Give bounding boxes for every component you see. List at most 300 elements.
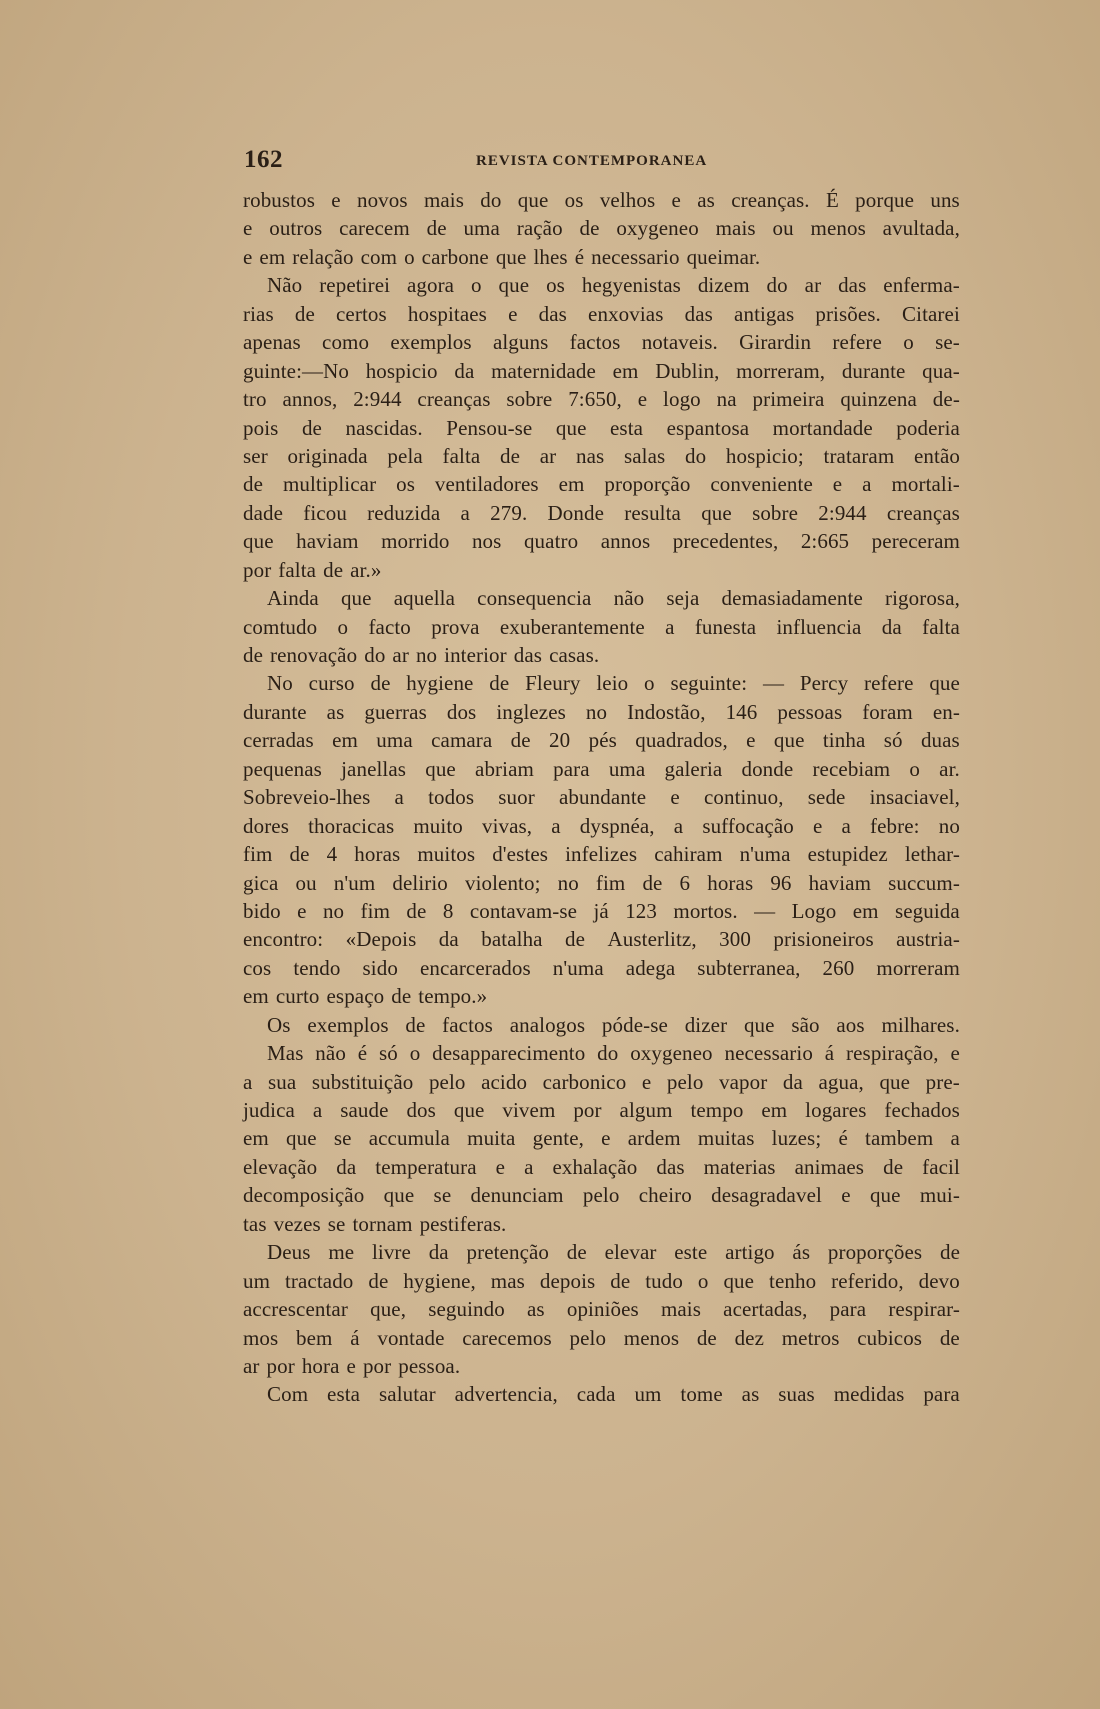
word: espantosa (666, 415, 750, 440)
word: galeria (664, 756, 723, 781)
word: oxygeneo (630, 1041, 713, 1066)
word: cheiro (638, 1183, 692, 1208)
word: para (829, 1297, 867, 1322)
word: da (336, 1154, 357, 1179)
word: annos (600, 529, 651, 554)
word: resulta (624, 500, 681, 525)
word: da (438, 927, 459, 952)
word: que (869, 1183, 901, 1208)
word: refere (832, 330, 882, 355)
word: o (337, 614, 349, 639)
word: materias (703, 1154, 776, 1179)
word: que (555, 415, 587, 440)
word: se (333, 1126, 352, 1151)
word: de (368, 1268, 389, 1293)
word: novos (356, 188, 408, 212)
word: me (328, 1240, 355, 1265)
word: guerras (364, 699, 427, 724)
word: facto (368, 614, 411, 639)
word: as (527, 1297, 545, 1322)
word: 300 (719, 927, 751, 952)
word: dyspnéa, (579, 813, 655, 838)
word: enxovias (588, 301, 664, 326)
word: creanças (886, 500, 960, 525)
word: Indostão, (627, 699, 706, 724)
word: logo (663, 387, 701, 412)
word: multiplicar (282, 472, 377, 497)
word: haviam (808, 870, 872, 895)
word: «Depois (345, 927, 417, 952)
word: haviam (296, 529, 359, 554)
word: recebiam (812, 756, 891, 781)
word: desagradavel (711, 1183, 822, 1208)
word: factos (442, 1012, 493, 1037)
word: sobre (752, 500, 799, 525)
word: suas (778, 1382, 815, 1407)
word: salutar (379, 1382, 436, 1407)
word: Com (267, 1382, 309, 1407)
word: esta (610, 415, 644, 440)
word: por (266, 1353, 295, 1378)
word: decomposição (243, 1183, 365, 1208)
word: tro (243, 387, 267, 412)
word: vapor (718, 1069, 768, 1094)
word: e (495, 1154, 506, 1179)
word: de (566, 1240, 587, 1265)
text-line (243, 925, 960, 953)
word: violento; (464, 870, 541, 895)
word: ar.» (350, 557, 382, 582)
word: é (574, 244, 585, 269)
word: todos (428, 785, 475, 810)
word: annos, (282, 387, 338, 412)
word: quatro (523, 529, 579, 554)
word: ventiladores (434, 472, 539, 497)
word: de (294, 301, 315, 326)
word: 146 (725, 699, 758, 724)
word: respirar- (888, 1297, 960, 1322)
word: como (322, 330, 370, 355)
word: abriam (475, 756, 534, 781)
word: de (642, 870, 663, 895)
word: não (315, 1041, 346, 1066)
word: tornam (352, 1211, 413, 1236)
word: robustos (243, 188, 315, 212)
word: e (331, 188, 341, 212)
word: exuberantemente (499, 614, 645, 639)
word: a (665, 614, 675, 639)
word: maternidade (491, 358, 596, 383)
word: 2:944 (353, 387, 402, 412)
word: seja (666, 586, 700, 611)
word: e (346, 1353, 356, 1378)
word: de (579, 216, 600, 241)
word: se (433, 1183, 452, 1208)
word: que (773, 728, 805, 753)
word: enferma- (883, 273, 960, 298)
word: antigas (734, 301, 795, 326)
word: vivas, (481, 813, 533, 838)
word: as (741, 1382, 760, 1407)
word: só (883, 728, 903, 753)
text-line (243, 385, 960, 413)
word: os (564, 188, 584, 212)
word: accrescentar (243, 1297, 348, 1322)
word: dos (406, 1098, 436, 1122)
word: sobre (506, 387, 553, 412)
text-line (243, 414, 960, 442)
text-line (243, 954, 960, 982)
word: pessoa. (398, 1353, 461, 1378)
word: ou (772, 216, 794, 241)
word: do (766, 273, 788, 298)
word: tudo (645, 1268, 683, 1293)
word: n'um (333, 870, 376, 895)
word: horas (354, 842, 401, 867)
word: do (597, 1041, 619, 1066)
word: das (538, 301, 567, 326)
word: facil (922, 1154, 960, 1179)
word: se- (935, 330, 960, 355)
word: 7:650, (568, 387, 622, 412)
text-line (243, 1096, 960, 1124)
word: que (498, 273, 530, 298)
word: devo (918, 1268, 960, 1293)
word: morrido (381, 529, 450, 554)
word: o (903, 330, 914, 355)
word: judica (243, 1098, 295, 1122)
word: 279. (490, 500, 528, 525)
word: 8 (442, 898, 454, 923)
word: febre: (870, 813, 920, 838)
word: o (409, 1041, 421, 1066)
word: ar (392, 643, 409, 667)
word: de (610, 1268, 631, 1293)
word: e (841, 1183, 851, 1208)
word: a (862, 472, 872, 497)
text-line (243, 1068, 960, 1096)
word: por (243, 557, 272, 582)
word: do (685, 443, 707, 468)
word: leio (596, 671, 629, 696)
word: dizem (697, 273, 750, 298)
text-line (243, 1295, 960, 1323)
word: que (425, 756, 456, 781)
word: Pensou-se (446, 415, 533, 440)
word: cahiram (654, 842, 723, 867)
word: abundante (559, 785, 647, 810)
text-line (243, 442, 960, 470)
word: nascidas. (345, 415, 423, 440)
word: adega (625, 955, 676, 980)
word: falta (922, 614, 960, 639)
word: nas (575, 443, 605, 468)
word: de (405, 1012, 426, 1037)
word: já (593, 898, 609, 923)
word: das (656, 1154, 685, 1179)
word: e (637, 387, 648, 412)
word: luzes; (771, 1126, 822, 1151)
word: da (454, 358, 475, 383)
text-line (243, 243, 960, 271)
word: conveniente (710, 472, 813, 497)
page-header (244, 146, 958, 176)
text-line (243, 186, 960, 214)
word: Deus (267, 1240, 311, 1265)
word: livre (371, 1240, 411, 1265)
word: mais (660, 1297, 702, 1322)
word: e (950, 1041, 960, 1066)
word: carecemos (462, 1325, 552, 1350)
word: uma (463, 216, 500, 241)
word: a (312, 1098, 323, 1122)
text-line (243, 271, 960, 299)
word: em (332, 728, 358, 753)
word: proporção (604, 472, 691, 497)
word: en- (932, 699, 960, 724)
word: ar (539, 443, 557, 468)
word: mas (490, 1268, 525, 1293)
word: dade (243, 500, 284, 525)
word: fim (360, 898, 391, 923)
word: saude (340, 1098, 389, 1122)
word: que (743, 1012, 775, 1037)
word: creanças (417, 387, 491, 412)
word: seguindo (428, 1297, 505, 1322)
word: — (754, 898, 776, 923)
word: guinte:—No (243, 358, 349, 383)
word: hospicio; (725, 443, 804, 468)
word: um (243, 1268, 271, 1293)
word: menos (810, 216, 866, 241)
word: tempo.» (418, 984, 488, 1009)
word: os (546, 273, 565, 298)
word: reduzida (367, 500, 441, 525)
word: e (832, 472, 843, 497)
word: 96 (770, 870, 792, 895)
word: muitas (697, 1126, 755, 1151)
word: necessario (591, 244, 680, 269)
word: de- (932, 387, 960, 412)
word: influencia (776, 614, 862, 639)
text-line (243, 1324, 960, 1352)
word: austria- (896, 927, 960, 952)
text-line (243, 1124, 960, 1152)
word: casas. (549, 643, 600, 667)
word: succum- (888, 870, 960, 895)
word: foram (862, 699, 913, 724)
text-line (243, 698, 960, 726)
word: a (243, 1069, 253, 1094)
word: curso (308, 671, 355, 696)
word: certos (336, 301, 387, 326)
word: e (601, 1126, 611, 1151)
word: seguinte: (670, 671, 748, 696)
word: de (301, 415, 322, 440)
word: o (404, 244, 415, 269)
body-text (243, 186, 960, 1409)
text-line (243, 1153, 960, 1181)
word: falta (278, 557, 317, 582)
word: repetirei (319, 273, 391, 298)
word: carbone (421, 244, 489, 269)
word: relação (292, 244, 354, 269)
word: Donde (547, 500, 605, 525)
word: exemplos (307, 1012, 389, 1037)
word: respiração, (846, 1041, 939, 1066)
word: de (323, 557, 344, 582)
word: vivem (502, 1098, 556, 1122)
word: durante (243, 699, 307, 724)
word: qua- (922, 358, 960, 383)
word: alguns (492, 330, 549, 355)
text-line (243, 755, 960, 783)
word: bido (243, 898, 281, 923)
word: por (573, 1098, 602, 1122)
word: de (370, 671, 391, 696)
word: espaço (326, 984, 385, 1009)
word: proporções (827, 1240, 923, 1265)
word: que, (370, 1297, 407, 1322)
text-line (243, 783, 960, 811)
word: no (322, 898, 345, 923)
text-line (243, 1181, 960, 1209)
word: exemplos (390, 330, 472, 355)
word: a (394, 785, 404, 810)
word: pelo (569, 1325, 607, 1350)
word: e (508, 301, 518, 326)
word: tempo (690, 1098, 744, 1122)
word: hygiene (406, 671, 474, 696)
text-line (243, 812, 960, 840)
word: substituição (311, 1069, 414, 1094)
word: funesta (694, 614, 757, 639)
word: ar. (939, 756, 960, 781)
word: n'uma (552, 955, 604, 980)
text-line (243, 726, 960, 754)
word: ardem (627, 1126, 681, 1151)
text-line (243, 328, 960, 356)
word: das (513, 643, 543, 667)
word: de (289, 842, 310, 867)
word: o (471, 273, 482, 298)
word: 123 (625, 898, 657, 923)
word: no (415, 643, 438, 667)
word: cos (243, 955, 272, 980)
word: de (243, 472, 264, 497)
word: vontade (377, 1325, 445, 1350)
word: pés (588, 728, 617, 753)
word: hygiene, (403, 1268, 476, 1293)
word: d'estes (492, 842, 549, 867)
word: Girardin (739, 330, 812, 355)
word: de (883, 1154, 904, 1179)
word: mortandade (772, 415, 873, 440)
word: originada (287, 443, 368, 468)
word: sua (267, 1069, 297, 1094)
word: este (674, 1240, 708, 1265)
word: ração (516, 216, 563, 241)
word: 6 (679, 870, 691, 895)
word: a (460, 500, 470, 525)
word: e (297, 898, 307, 923)
word: acido (481, 1069, 528, 1094)
word: rias (243, 301, 274, 326)
word: ás (792, 1240, 811, 1265)
word: dos (446, 699, 477, 724)
word: em (761, 1098, 788, 1122)
word: suor (498, 785, 535, 810)
word: que (495, 244, 527, 269)
word: mortali- (891, 472, 960, 497)
word: em (243, 1126, 269, 1151)
word: da (782, 1069, 803, 1094)
word: Mas (267, 1041, 304, 1066)
word: cubicos (857, 1325, 923, 1350)
word: de (510, 728, 531, 753)
word: tinha (822, 728, 866, 753)
text-line (243, 897, 960, 925)
word: encontro: (243, 927, 324, 952)
word: prisioneiros (773, 927, 874, 952)
word: menos (623, 1325, 680, 1350)
word: uma (608, 756, 646, 781)
word: das (684, 301, 713, 326)
word: exhalação (552, 1154, 638, 1179)
word: curto (275, 984, 320, 1009)
word: em (612, 358, 639, 383)
word: pelo (428, 1069, 466, 1094)
word: tendo (293, 955, 341, 980)
word: de (939, 1325, 960, 1350)
word: porque (855, 188, 915, 212)
word: oxygeneo (616, 216, 699, 241)
word: então (914, 443, 960, 468)
text-line (243, 641, 960, 669)
word: nos (471, 529, 502, 554)
word: temperatura (375, 1154, 477, 1179)
word: elevar (604, 1240, 657, 1265)
word: consequencia (477, 586, 592, 611)
word: ficou (303, 500, 347, 525)
page-number: 162 (244, 146, 283, 173)
word: primeira (752, 387, 825, 412)
word: as (326, 699, 345, 724)
word: tas (243, 1211, 267, 1236)
text-line (243, 1011, 960, 1039)
word: e (641, 1069, 652, 1094)
word: com (360, 244, 398, 269)
word: camara (431, 728, 493, 753)
word: duas (920, 728, 960, 753)
word: morreram, (736, 358, 826, 383)
word: que (383, 1183, 415, 1208)
word: 2:944 (818, 500, 867, 525)
word: da (881, 614, 902, 639)
word: Dublin, (655, 358, 720, 383)
word: ar (804, 273, 822, 298)
word: á (350, 1325, 360, 1350)
word: algum (619, 1098, 673, 1122)
word: é (357, 1041, 368, 1066)
word: do (364, 643, 386, 667)
text-line (243, 1210, 960, 1238)
word: que (517, 188, 549, 212)
word: hospicio (365, 358, 438, 383)
word: a (841, 813, 851, 838)
word: continuo, (703, 785, 784, 810)
word: acertadas, (723, 1297, 808, 1322)
